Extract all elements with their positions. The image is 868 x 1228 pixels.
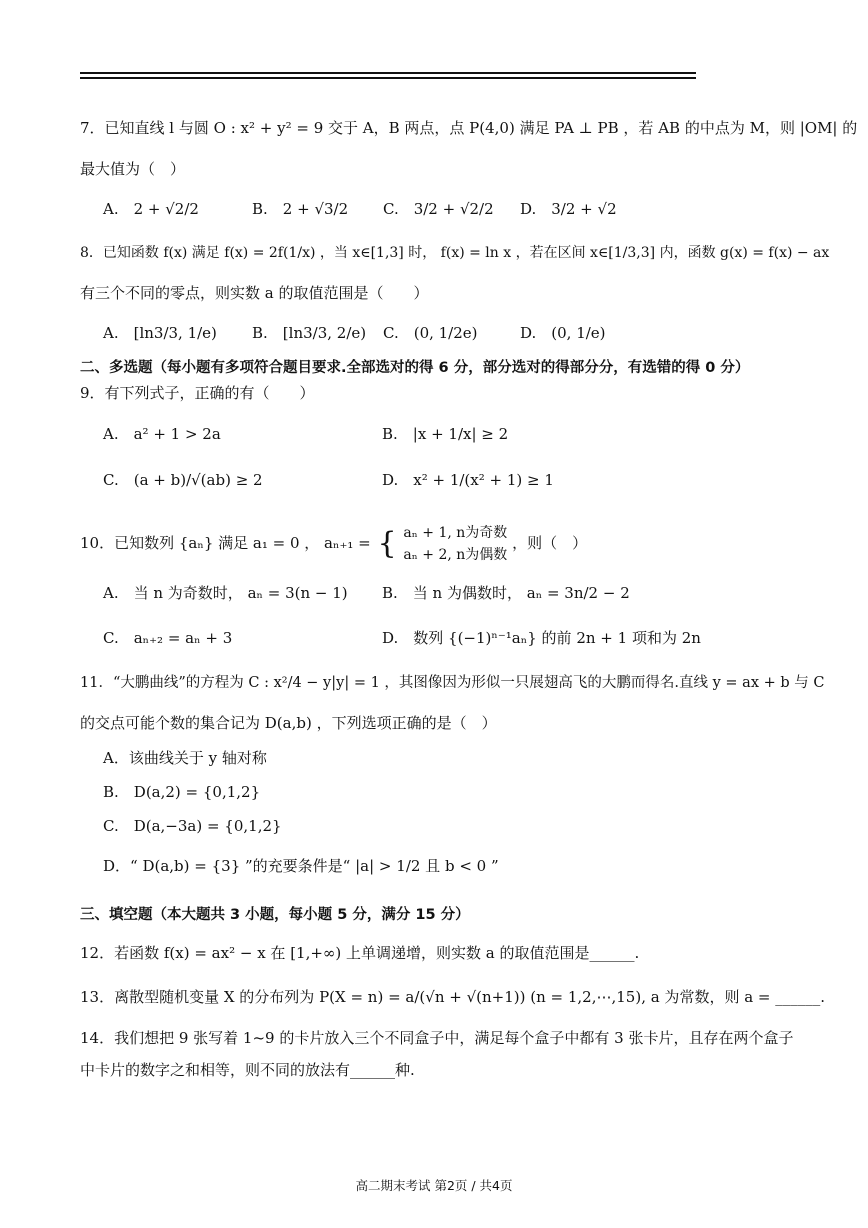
q11-option-a: A．该曲线关于 y 轴对称 (103, 749, 267, 767)
q10-case-even: aₙ + 2, n为偶数 (403, 547, 508, 563)
q11-option-b: B. D(a,2) = {0,1,2} (103, 783, 261, 801)
q9-option-a: A. a² + 1 > 2a (103, 425, 221, 443)
q10-piecewise-cases (403, 522, 507, 566)
q13-stem: 13．离散型随机变量 X 的分布列为 P(X = n) = a/(√n + √(n+1)) (n = 1,2,⋯,15), a 为常数，则 a = ______. (80, 988, 826, 1006)
q10-option-b: B. 当 n 为偶数时， aₙ = 3n/2 − 2 (382, 584, 630, 602)
q11-stem: 11．“大鹏曲线”的方程为 C : x²/4 − y|y| = 1 ，其图像因为形似一只展翅高飞的大鹏而得名.直线 y = ax + b 与 C (80, 675, 825, 691)
q8-option-b: B. [ln3/3, 2/e) (252, 324, 367, 342)
q11-option-d: D．“ D(a,b) = {3} ”的充要条件是“ |a| > 1/2 且 b < 0 ” (103, 857, 499, 875)
q10-stem (80, 522, 587, 566)
q7-option-b: B. 2 + √3/2 (252, 200, 349, 218)
q7-stem-cont: 最大值为（ ） (80, 160, 186, 178)
q10-option-d: D. 数列 {(−1)ⁿ⁻¹aₙ} 的前 2n + 1 项和为 2n (382, 629, 701, 647)
q14-stem-cont: 中卡片的数字之和相等，则不同的放法有______种. (80, 1061, 415, 1079)
q10-option-c: C. aₙ₊₂ = aₙ + 3 (103, 629, 233, 647)
q10-piecewise-brace: { (377, 526, 397, 561)
page-footer: 高二期末考试 第2页 / 共4页 (355, 1178, 513, 1193)
q9-option-d: D. x² + 1/(x² + 1) ≥ 1 (382, 471, 554, 489)
q11-option-c: C. D(a,−3a) = {0,1,2} (103, 817, 282, 835)
q10-option-a: A. 当 n 为奇数时， aₙ = 3(n − 1) (103, 584, 348, 602)
q9-stem: 9．有下列式子，正确的有（ ） (80, 384, 315, 402)
q8-option-a: A. [ln3/3, 1/e) (103, 324, 217, 342)
header-rule-top (80, 72, 696, 74)
q7-option-d: D. 3/2 + √2 (520, 200, 617, 218)
header-rule-bottom (80, 77, 696, 79)
q9-option-c: C. (a + b)/√(ab) ≥ 2 (103, 471, 263, 489)
q7-option-c: C. 3/2 + √2/2 (383, 200, 494, 218)
q14-stem: 14．我们想把 9 张写着 1~9 的卡片放入三个不同盒子中，满足每个盒子中都有 3 张卡片，且存在两个盒子 (80, 1029, 794, 1047)
q8-stem-cont: 有三个不同的零点，则实数 a 的取值范围是（ ） (80, 284, 429, 302)
q7-option-a: A. 2 + √2/2 (103, 200, 199, 218)
section-multiple-choice-heading: 二、多选题（每小题有多项符合题目要求.全部选对的得 6 分，部分选对的得部分分，有选错的得 0 分） (80, 360, 750, 376)
q12-stem: 12．若函数 f(x) = ax² − x 在 [1,+∞) 上单调递增，则实数 a 的取值范围是______. (80, 944, 640, 962)
q10-stem-start: 10．已知数列 {aₙ} 满足 a₁ = 0 ， aₙ₊₁ = (80, 534, 371, 552)
q11-stem-cont: 的交点可能个数的集合记为 D(a,b) ，下列选项正确的是（ ） (80, 714, 497, 732)
q10-stem-end: ，则（ ） (512, 534, 588, 552)
q8-option-d: D. (0, 1/e) (520, 324, 606, 342)
section-fill-blank-heading: 三、填空题（本大题共 3 小题，每小题 5 分，满分 15 分） (80, 907, 470, 923)
q8-option-c: C. (0, 1/2e) (383, 324, 478, 342)
q7-stem: 7．已知直线 l 与圆 O : x² + y² = 9 交于 A，B 两点，点 P(4,0) 满足 PA ⊥ PB ，若 AB 的中点为 M，则 |OM| 的 (80, 119, 858, 137)
q9-option-b: B. |x + 1/x| ≥ 2 (382, 425, 509, 443)
q8-stem: 8．已知函数 f(x) 满足 f(x) = 2f(1/x) ，当 x∈[1,3] 时， f(x) = ln x ，若在区间 x∈[1/3,3] 内，函数 g(x) = f(x) − ax (80, 245, 830, 261)
q10-case-odd: aₙ + 1, n为奇数 (403, 525, 508, 541)
